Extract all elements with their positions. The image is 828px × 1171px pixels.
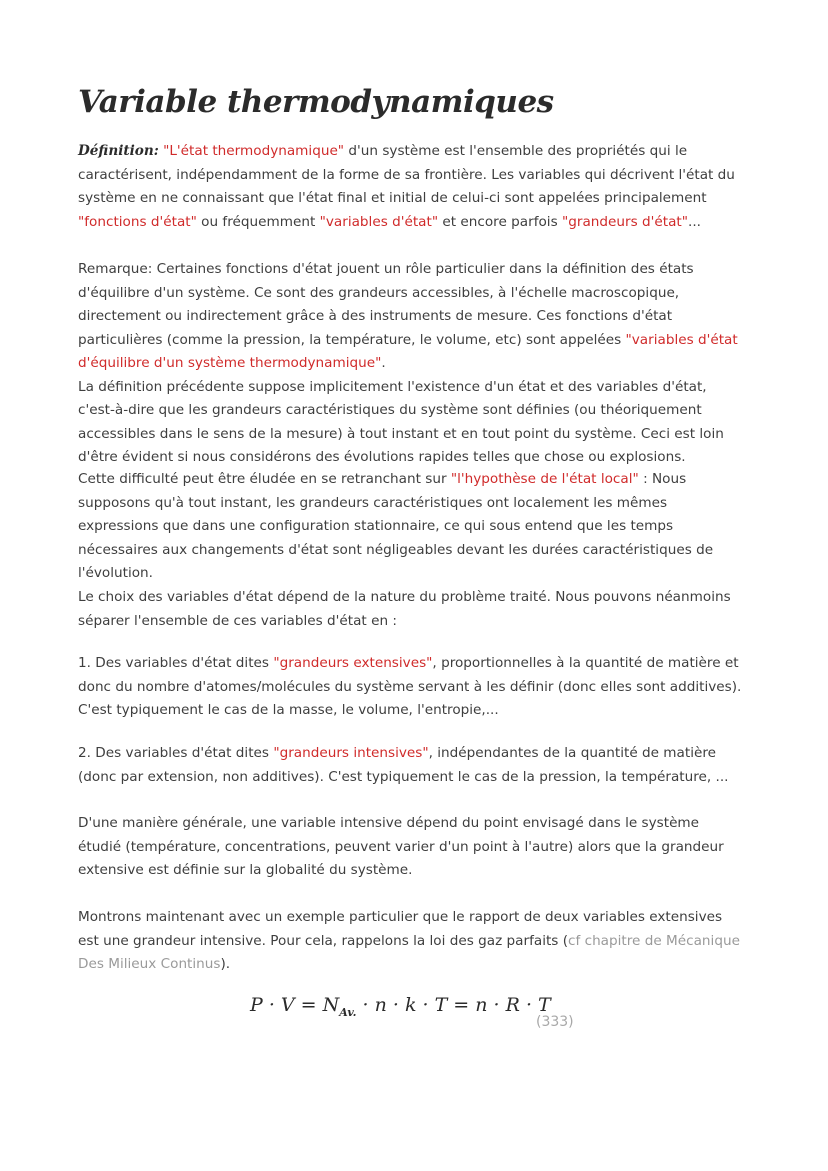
equation-number: (333) <box>536 1014 574 1030</box>
general-paragraph: D'une manière générale, une variable intensive dépend du point envisagé dans le système étudié (température, concentrations, peuvent varier d'un point à l'autre) alors que la grandeur extensive est définie sur la globalité du système. <box>78 815 724 878</box>
remark-paragraph: Remarque: Certaines fonctions d'état jouent un rôle particulier dans la définition des états d'équilibre d'un système. Ce sont des grandeurs accessibles, à l'échelle macroscopique, directement ou indirectement grâce à des instruments de mesure. Ces fonctions d'état particulières (comme la pression, la température, le volume, etc) sont appelées "variables d'état d'équilibre d'un système thermodynamique". La définition précédente suppose implicitement l'existence d'un état et des variables d'état, c'est-à-dire que les grandeurs caractéristiques du système sont définies (ou théoriquement accessibles dans le sens de la mesure) à tout instant et en tout point du système. Ceci est loin d'être évident si nous considérons des évolutions rapides telles que chose ou explosions. <box>78 258 746 470</box>
ideal-gas-equation: $P \cdot V = N_{Av.} \cdot n \cdot k \cdot T = n \cdot R \cdot T$ <box>250 994 551 1019</box>
implicit-assumption-text: La définition précédente suppose implicitement l'existence d'un état et des variables d'état, c'est-à-dire que les grandeurs caractéristiques du système sont définies (ou théoriquement accessibles dans le sens de la mesure) à tout instant et en tout point du système. Ceci est loin d'être évident si nous considérons des évolutions rapides telles que chose ou explosions. <box>78 378 724 465</box>
highlight-term: "variables d'état d'équilibre d'un système thermodynamique" <box>78 331 738 371</box>
highlight-term: "grandeurs intensives" <box>273 745 429 761</box>
page-title: Variable thermodynamiques <box>78 84 554 120</box>
extensive-paragraph: 1. Des variables d'état dites "grandeurs extensives", proportionnelles à la quantité de matière et donc du nombre d'atomes/molécules du système servant à les définir (donc elles sont additives). C'est typiquement le cas de la masse, le volume, l'entropie,... <box>78 655 742 718</box>
highlight-term: "L'état thermodynamique" <box>163 143 345 159</box>
local-state-paragraph: Cette difficulté peut être éludée en se retranchant sur "l'hypothèse de l'état local" : Nous supposons qu'à tout instant, les grandeurs caractéristiques ont localement les mêmes expressions que dans une configuration stationnaire, ce qui sous entend que les temps nécessaires aux changements d'état sont négligeables devant les durées caractéristiques de l'évolution. <box>78 471 714 581</box>
highlight-term: "grandeurs extensives" <box>273 655 433 671</box>
highlight-term: "grandeurs d'état" <box>562 213 688 230</box>
intensive-paragraph: 2. Des variables d'état dites "grandeurs intensives", indépendantes de la quantité de matière (donc par extension, non additives). C'est typiquement le cas de la pression, la température, ... <box>78 745 729 785</box>
highlight-term: "fonctions d'état" <box>78 213 197 230</box>
highlight-term: "variables d'état" <box>319 213 439 230</box>
highlight-term: "l'hypothèse de l'état local" <box>450 471 639 487</box>
definition-paragraph: Définition: "L'état thermodynamique" d'un système est l'ensemble des propriétés qui le caractérisent, indépendamment de la forme de sa frontière. Les variables qui décrivent l'état du système en ne connaissant que l'état final et initial de celui-ci sont appelées principalement "fonctions d'état" ou fréquemment "variables d'état" et encore parfois "grandeurs d'état"... <box>78 143 735 230</box>
chapter-reference: cf chapitre de Mécanique Des Milieux Continus <box>78 932 740 972</box>
choice-paragraph: Le choix des variables d'état dépend de la nature du problème traité. Nous pouvons néanmoins séparer l'ensemble de ces variables d'état en : <box>78 589 731 629</box>
definition-label: Définition: <box>78 143 159 159</box>
example-paragraph: Montrons maintenant avec un exemple particulier que le rapport de deux variables extensives est une grandeur intensive. Pour cela, rappelons la loi des gaz parfaits (cf chapitre de Mécanique Des Milieux Continus). <box>78 909 740 972</box>
